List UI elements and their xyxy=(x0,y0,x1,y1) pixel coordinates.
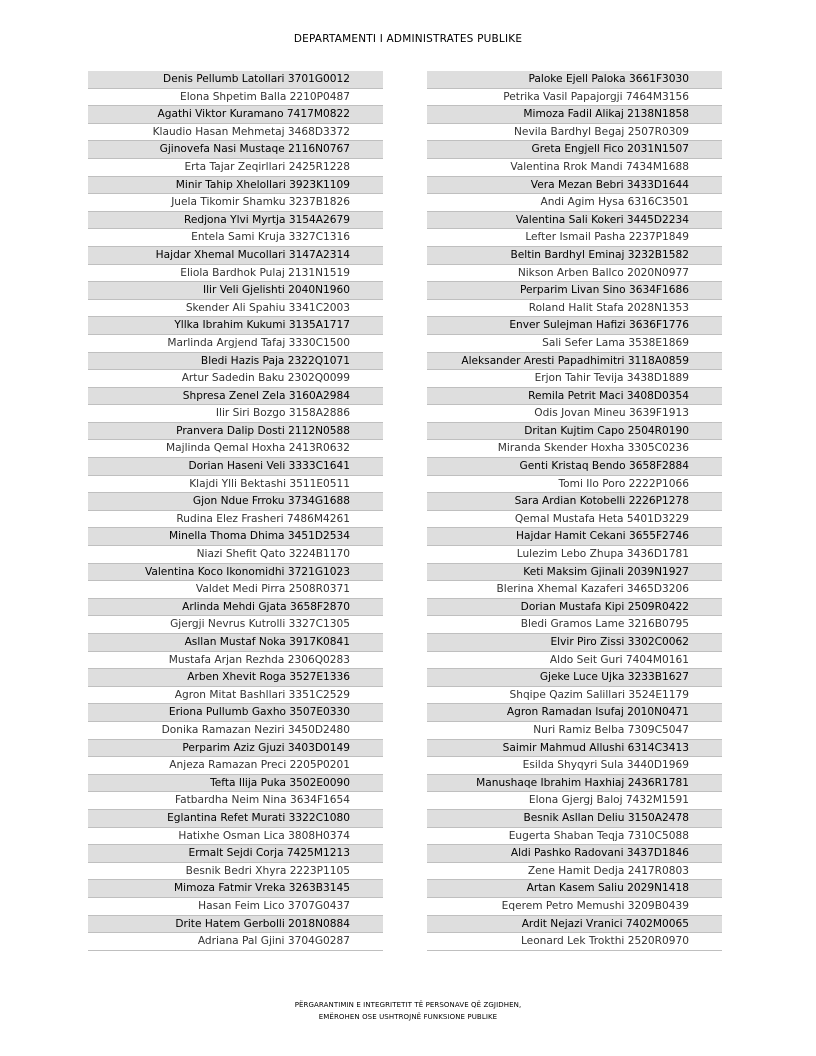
list-item: Beltin Bardhyl Eminaj 3232B1582 xyxy=(427,247,722,265)
list-item: Petrika Vasil Papajorgji 7464M3156 xyxy=(427,89,722,107)
list-item: Artan Kasem Saliu 2029N1418 xyxy=(427,880,722,898)
list-item: Remila Petrit Maci 3408D0354 xyxy=(427,388,722,406)
list-item: Aleksander Aresti Papadhimitri 3118A0859 xyxy=(427,353,722,371)
list-item: Asllan Mustaf Noka 3917K0841 xyxy=(88,634,383,652)
list-item: Klaudio Hasan Mehmetaj 3468D3372 xyxy=(88,124,383,142)
list-item: Drite Hatem Gerbolli 2018N0884 xyxy=(88,916,383,934)
list-item: Ilir Veli Gjelishti 2040N1960 xyxy=(88,282,383,300)
list-item: Agron Ramadan Isufaj 2010N0471 xyxy=(427,704,722,722)
list-item: Eliola Bardhok Pulaj 2131N1519 xyxy=(88,265,383,283)
footer-line-2: EMËROHEN OSE USHTROJNË FUNKSIONE PUBLIKE xyxy=(318,1013,498,1021)
list-item: Bledi Hazis Paja 2322Q1071 xyxy=(88,353,383,371)
list-item: Gjeke Luce Ujka 3233B1627 xyxy=(427,669,722,687)
list-item: Klajdi Ylli Bektashi 3511E0511 xyxy=(88,476,383,494)
list-item: Valentina Koco Ikonomidhi 3721G1023 xyxy=(88,564,383,582)
list-item: Sali Sefer Lama 3538E1869 xyxy=(427,335,722,353)
list-item: Ilir Siri Bozgo 3158A2886 xyxy=(88,405,383,423)
list-item: Bledi Gramos Lame 3216B0795 xyxy=(427,616,722,634)
list-item: Nikson Arben Ballco 2020N0977 xyxy=(427,265,722,283)
list-item: Hatixhe Osman Lica 3808H0374 xyxy=(88,828,383,846)
list-item: Donika Ramazan Neziri 3450D2480 xyxy=(88,722,383,740)
list-item: Juela Tikomir Shamku 3237B1826 xyxy=(88,194,383,212)
list-item: Elona Shpetim Balla 2210P0487 xyxy=(88,89,383,107)
list-item: Pranvera Dalip Dosti 2112N0588 xyxy=(88,423,383,441)
list-item: Odis Jovan Mineu 3639F1913 xyxy=(427,405,722,423)
list-item: Valentina Sali Kokeri 3445D2234 xyxy=(427,212,722,230)
left-name-column xyxy=(88,71,383,951)
list-item: Vera Mezan Bebri 3433D1644 xyxy=(427,177,722,195)
list-item: Artur Sadedin Baku 2302Q0099 xyxy=(88,370,383,388)
list-item: Erta Tajar Zeqirllari 2425R1228 xyxy=(88,159,383,177)
list-item: Manushaqe Ibrahim Haxhiaj 2436R1781 xyxy=(427,775,722,793)
list-item: Greta Engjell Fico 2031N1507 xyxy=(427,141,722,159)
list-item: Minella Thoma Dhima 3451D2534 xyxy=(88,528,383,546)
list-item: Sara Ardian Kotobelli 2226P1278 xyxy=(427,493,722,511)
list-item: Miranda Skender Hoxha 3305C0236 xyxy=(427,440,722,458)
list-item: Rudina Elez Frasheri 7486M4261 xyxy=(88,511,383,529)
list-item: Adriana Pal Gjini 3704G0287 xyxy=(88,933,383,951)
list-item: Entela Sami Kruja 3327C1316 xyxy=(88,229,383,247)
right-name-column xyxy=(427,71,722,951)
list-item: Anjeza Ramazan Preci 2205P0201 xyxy=(88,757,383,775)
list-item: Mustafa Arjan Rezhda 2306Q0283 xyxy=(88,652,383,670)
footer xyxy=(0,999,816,1023)
list-item: Perparim Aziz Gjuzi 3403D0149 xyxy=(88,740,383,758)
list-item: Gjergji Nevrus Kutrolli 3327C1305 xyxy=(88,616,383,634)
list-item: Saimir Mahmud Allushi 6314C3413 xyxy=(427,740,722,758)
list-item: Mimoza Fadil Alikaj 2138N1858 xyxy=(427,106,722,124)
list-item: Dritan Kujtim Capo 2504R0190 xyxy=(427,423,722,441)
list-item: Roland Halit Stafa 2028N1353 xyxy=(427,300,722,318)
list-item: Aldi Pashko Radovani 3437D1846 xyxy=(427,845,722,863)
list-item: Besnik Asllan Deliu 3150A2478 xyxy=(427,810,722,828)
list-item: Hajdar Xhemal Mucollari 3147A2314 xyxy=(88,247,383,265)
list-item: Shqipe Qazim Salillari 3524E1179 xyxy=(427,687,722,705)
list-item: Skender Ali Spahiu 3341C2003 xyxy=(88,300,383,318)
list-item: Nuri Ramiz Belba 7309C5047 xyxy=(427,722,722,740)
list-item: Dorian Haseni Veli 3333C1641 xyxy=(88,458,383,476)
footer-line-1: PËRGARANTIMIN E INTEGRITETIT TË PERSONAVE QË ZGJIDHEN, xyxy=(294,1001,522,1009)
list-item: Esilda Shyqyri Sula 3440D1969 xyxy=(427,757,722,775)
list-item: Elona Gjergj Baloj 7432M1591 xyxy=(427,792,722,810)
list-item: Genti Kristaq Bendo 3658F2884 xyxy=(427,458,722,476)
list-item: Enver Sulejman Hafizi 3636F1776 xyxy=(427,317,722,335)
list-item: Lefter Ismail Pasha 2237P1849 xyxy=(427,229,722,247)
list-item: Leonard Lek Trokthi 2520R0970 xyxy=(427,933,722,951)
list-item: Fatbardha Neim Nina 3634F1654 xyxy=(88,792,383,810)
list-item: Dorian Mustafa Kipi 2509R0422 xyxy=(427,599,722,617)
list-item: Eglantina Refet Murati 3322C1080 xyxy=(88,810,383,828)
list-item: Minir Tahip Xhelollari 3923K1109 xyxy=(88,177,383,195)
list-item: Agathi Viktor Kuramano 7417M0822 xyxy=(88,106,383,124)
list-item: Perparim Livan Sino 3634F1686 xyxy=(427,282,722,300)
list-item: Zene Hamit Dedja 2417R0803 xyxy=(427,863,722,881)
list-item: Tomi Ilo Poro 2222P1066 xyxy=(427,476,722,494)
list-item: Valentina Rrok Mandi 7434M1688 xyxy=(427,159,722,177)
list-item: Marlinda Argjend Tafaj 3330C1500 xyxy=(88,335,383,353)
list-item: Gjinovefa Nasi Mustaqe 2116N0767 xyxy=(88,141,383,159)
list-item: Lulezim Lebo Zhupa 3436D1781 xyxy=(427,546,722,564)
list-item: Redjona Ylvi Myrtja 3154A2679 xyxy=(88,212,383,230)
list-item: Eqerem Petro Memushi 3209B0439 xyxy=(427,898,722,916)
list-item: Hajdar Hamit Cekani 3655F2746 xyxy=(427,528,722,546)
list-item: Blerina Xhemal Kazaferi 3465D3206 xyxy=(427,581,722,599)
list-item: Arben Xhevit Roga 3527E1336 xyxy=(88,669,383,687)
list-item: Eriona Pullumb Gaxho 3507E0330 xyxy=(88,704,383,722)
list-item: Eugerta Shaban Teqja 7310C5088 xyxy=(427,828,722,846)
list-item: Hasan Feim Lico 3707G0437 xyxy=(88,898,383,916)
list-item: Gjon Ndue Frroku 3734G1688 xyxy=(88,493,383,511)
list-item: Mimoza Fatmir Vreka 3263B3145 xyxy=(88,880,383,898)
list-item: Tefta Ilija Puka 3502E0090 xyxy=(88,775,383,793)
list-item: Denis Pellumb Latollari 3701G0012 xyxy=(88,71,383,89)
list-item: Aldo Seit Guri 7404M0161 xyxy=(427,652,722,670)
list-item: Yllka Ibrahim Kukumi 3135A1717 xyxy=(88,317,383,335)
list-item: Paloke Ejell Paloka 3661F3030 xyxy=(427,71,722,89)
list-item: Andi Agim Hysa 6316C3501 xyxy=(427,194,722,212)
list-item: Valdet Medi Pirra 2508R0371 xyxy=(88,581,383,599)
list-item: Agron Mitat Bashllari 3351C2529 xyxy=(88,687,383,705)
list-item: Erjon Tahir Tevija 3438D1889 xyxy=(427,370,722,388)
list-item: Besnik Bedri Xhyra 2223P1105 xyxy=(88,863,383,881)
list-item: Shpresa Zenel Zela 3160A2984 xyxy=(88,388,383,406)
list-item: Nevila Bardhyl Begaj 2507R0309 xyxy=(427,124,722,142)
list-item: Niazi Shefit Qato 3224B1170 xyxy=(88,546,383,564)
page-title: DEPARTAMENTI I ADMINISTRATES PUBLIKE xyxy=(293,33,523,45)
list-item: Qemal Mustafa Heta 5401D3229 xyxy=(427,511,722,529)
list-item: Majlinda Qemal Hoxha 2413R0632 xyxy=(88,440,383,458)
list-item: Ermalt Sejdi Corja 7425M1213 xyxy=(88,845,383,863)
list-item: Arlinda Mehdi Gjata 3658F2870 xyxy=(88,599,383,617)
list-item: Keti Maksim Gjinali 2039N1927 xyxy=(427,564,722,582)
list-item: Ardit Nejazi Vranici 7402M0065 xyxy=(427,916,722,934)
list-item: Elvir Piro Zissi 3302C0062 xyxy=(427,634,722,652)
